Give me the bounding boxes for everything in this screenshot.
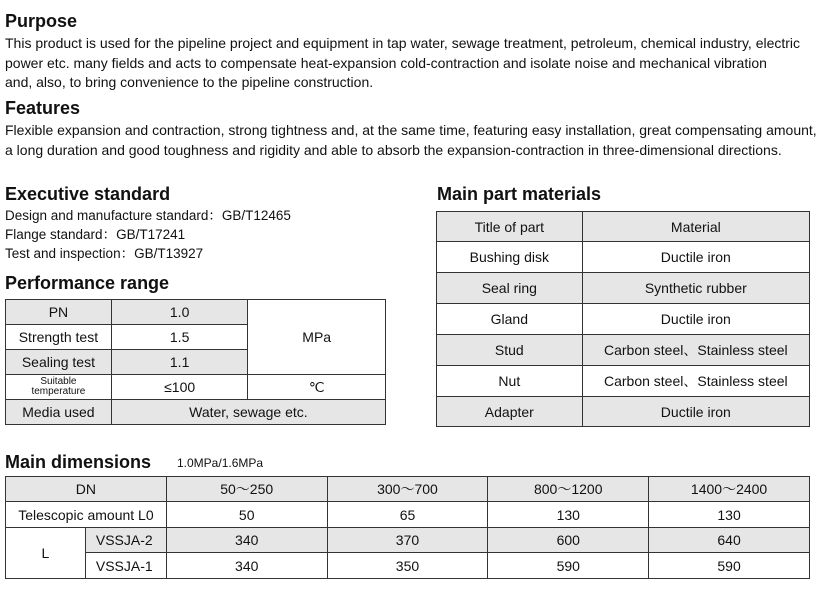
dimensions-tele-label: Telescopic amount L0 <box>6 502 167 528</box>
perf-label-strength: Strength test <box>6 325 112 350</box>
dimensions-dn-value: 300～700 <box>327 477 488 502</box>
materials-part: Adapter <box>437 397 583 427</box>
executive-line: Design and manufacture standard：GB/T12465 <box>5 208 291 223</box>
purpose-text <box>5 34 817 93</box>
dimensions-tele-value: 50 <box>166 502 327 528</box>
purpose-line: power etc. many fields and acts to compensate heat-expansion cold-contraction and isolate noise and mechanical vibration <box>5 54 767 71</box>
dimensions-model: VSSJA-2 <box>85 528 166 553</box>
dimensions-dn-value: 800～1200 <box>488 477 649 502</box>
perf-unit-pressure: MPa <box>248 300 386 375</box>
performance-table <box>5 299 386 425</box>
materials-material: Carbon steel、Stainless steel <box>582 335 809 366</box>
dimensions-l-value: 590 <box>649 553 810 579</box>
dimensions-table <box>5 476 810 579</box>
performance-heading: Performance range <box>5 273 170 293</box>
perf-value-media: Water, sewage etc. <box>111 400 385 425</box>
executive-heading: Executive standard <box>5 184 171 204</box>
perf-value-pn: 1.0 <box>111 300 248 325</box>
materials-material: Ductile iron <box>582 397 809 427</box>
features-heading: Features <box>5 98 81 118</box>
features-text <box>5 121 817 160</box>
purpose-heading: Purpose <box>5 11 78 31</box>
materials-material: Carbon steel、Stainless steel <box>582 366 809 397</box>
perf-label-sealing: Sealing test <box>6 350 112 375</box>
executive-text <box>5 206 291 263</box>
materials-part: Gland <box>437 304 583 335</box>
dimensions-l-value: 350 <box>327 553 488 579</box>
dimensions-l-value: 640 <box>649 528 810 553</box>
perf-unit-temp: ℃ <box>248 375 386 400</box>
purpose-line: and, also, to bring convenience to the pipeline construction. <box>5 74 374 90</box>
dimensions-subheading: 1.0MPa/1.6MPa <box>177 456 264 470</box>
perf-value-sealing: 1.1 <box>111 350 248 375</box>
dimensions-tele-value: 130 <box>488 502 649 528</box>
dimensions-l-value: 340 <box>166 553 327 579</box>
materials-heading: Main part materials <box>437 184 602 204</box>
perf-value-strength: 1.5 <box>111 325 248 350</box>
executive-line: Flange standard：GB/T17241 <box>5 227 186 242</box>
perf-value-temperature: ≤100 <box>111 375 248 400</box>
dimensions-l-value: 370 <box>327 528 488 553</box>
perf-label-pn: PN <box>6 300 112 325</box>
dimensions-model: VSSJA-1 <box>85 553 166 579</box>
materials-part: Seal ring <box>437 273 583 304</box>
dimensions-heading: Main dimensions <box>5 452 152 472</box>
executive-line: Test and inspection：GB/T13927 <box>5 246 204 261</box>
materials-material: Synthetic rubber <box>582 273 809 304</box>
dimensions-l-value: 600 <box>488 528 649 553</box>
perf-label-temperature <box>6 375 112 400</box>
materials-header-material: Material <box>582 212 809 242</box>
dimensions-l-value: 590 <box>488 553 649 579</box>
perf-label-temperature-text: Suitable temperature <box>31 376 86 397</box>
dimensions-dn-label: DN <box>6 477 167 502</box>
purpose-line: This product is used for the pipeline project and equipment in tap water, sewage treatment, petroleum, chemical industry, electric <box>5 35 801 51</box>
features-line: Flexible expansion and contraction, strong tightness and, at the same time, featuring easy installation, great compensating amount, <box>5 122 817 138</box>
materials-part: Stud <box>437 335 583 366</box>
materials-part: Bushing disk <box>437 242 583 273</box>
dimensions-l-value: 340 <box>166 528 327 553</box>
dimensions-tele-value: 65 <box>327 502 488 528</box>
materials-header-part: Title of part <box>437 212 583 242</box>
features-line: a long duration and good toughness and rigidity and able to absorb the expansion-contraction in three-dimensional directions. <box>5 141 782 158</box>
perf-label-media: Media used <box>6 400 112 425</box>
materials-material: Ductile iron <box>582 242 809 273</box>
dimensions-dn-value: 1400～2400 <box>649 477 810 502</box>
dimensions-tele-value: 130 <box>649 502 810 528</box>
dimensions-dn-value: 50～250 <box>166 477 327 502</box>
materials-part: Nut <box>437 366 583 397</box>
materials-table <box>436 211 810 427</box>
dimensions-l-label: L <box>6 528 86 579</box>
materials-material: Ductile iron <box>582 304 809 335</box>
